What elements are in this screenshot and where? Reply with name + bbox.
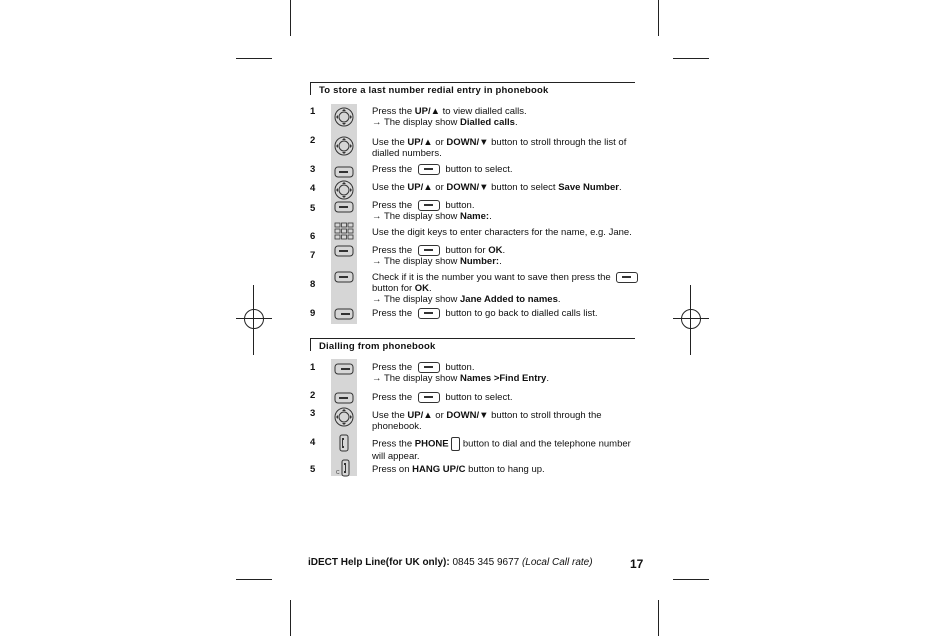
step-text: Check if it is the number you want to save then press the button for OK. → The display show Jane Added to names.	[372, 272, 641, 305]
crop-mark	[658, 600, 659, 636]
step-text: Press the button. → The display show Names >Find Entry.	[372, 362, 549, 385]
softkey-icon	[333, 199, 355, 215]
step-number: 4	[310, 437, 316, 448]
softkey-right-icon	[333, 306, 355, 322]
softkey-icon	[418, 200, 440, 211]
crop-mark	[236, 58, 272, 59]
step-text: Press the UP/▲ to view dialled calls. → The display show Dialled calls.	[372, 106, 527, 128]
phone-icon	[451, 437, 460, 451]
step-text: Press the button to go back to dialled calls list.	[372, 308, 598, 320]
step-text: Press the button to select.	[372, 392, 513, 404]
softkey-icon	[418, 164, 440, 175]
softkey-icon	[333, 243, 355, 259]
section-title: Dialling from phonebook	[319, 341, 436, 352]
registration-circle	[681, 309, 701, 329]
softkey-icon	[333, 390, 355, 406]
step-text: Use the digit keys to enter characters for the name, e.g. Jane.	[372, 227, 632, 238]
step-number: 1	[310, 106, 316, 117]
section-header	[310, 338, 635, 351]
step-number: 9	[310, 308, 316, 319]
softkey-icon	[333, 269, 355, 285]
step-number: 5	[310, 464, 316, 475]
helpline-number: 0845 345 9677	[452, 557, 520, 568]
nav-key-icon	[333, 407, 355, 427]
softkey-icon	[418, 392, 440, 403]
crop-mark	[236, 579, 272, 580]
crop-mark	[673, 58, 709, 59]
softkey-icon	[616, 272, 638, 283]
step-text: Press the button for OK. → The display show Number:.	[372, 245, 506, 268]
section-title: To store a last number redial entry in phonebook	[319, 85, 549, 96]
step-text: Press the button. → The display show Name:.	[372, 200, 492, 223]
crop-mark	[673, 579, 709, 580]
softkey-right-icon	[333, 361, 355, 377]
phone-icon	[333, 434, 355, 452]
section-header	[310, 82, 635, 95]
step-text: Use the UP/▲ or DOWN/▼ button to stroll through the phonebook.	[372, 410, 602, 432]
helpline-label: iDECT Help Line(for UK only):	[308, 557, 450, 568]
svg-text:C: C	[336, 470, 340, 476]
nav-key-icon	[333, 136, 355, 156]
step-number: 6	[310, 231, 316, 242]
nav-key-icon	[333, 107, 355, 127]
crop-mark	[658, 0, 659, 36]
step-number: 8	[310, 279, 316, 290]
step-text: Press the PHONE button to dial and the telephone number will appear.	[372, 438, 631, 462]
keypad-icon	[333, 222, 355, 240]
softkey-right-icon	[418, 308, 440, 319]
step-number: 3	[310, 408, 316, 419]
page-number: 17	[630, 557, 644, 571]
step-number: 2	[310, 135, 316, 146]
step-number: 3	[310, 164, 316, 175]
helpline-rate: (Local Call rate)	[521, 557, 593, 568]
softkey-icon	[333, 164, 355, 180]
softkey-icon	[418, 245, 440, 256]
nav-key-icon	[333, 180, 355, 200]
step-number: 5	[310, 203, 316, 214]
step-number: 1	[310, 362, 316, 373]
registration-circle	[244, 309, 264, 329]
crop-mark	[290, 600, 291, 636]
softkey-right-icon	[418, 362, 440, 373]
step-text: Use the UP/▲ or DOWN/▼ button to select Save Number.	[372, 182, 622, 193]
helpline-footer	[308, 557, 593, 568]
step-number: 2	[310, 390, 316, 401]
hangup-icon	[333, 459, 355, 477]
step-text: Press on HANG UP/C button to hang up.	[372, 464, 545, 475]
step-number: 7	[310, 250, 316, 261]
step-text: Use the UP/▲ or DOWN/▼ button to stroll through the list of dialled numbers.	[372, 137, 627, 159]
step-number: 4	[310, 183, 316, 194]
crop-mark	[290, 0, 291, 36]
step-text: Press the button to select.	[372, 164, 513, 176]
